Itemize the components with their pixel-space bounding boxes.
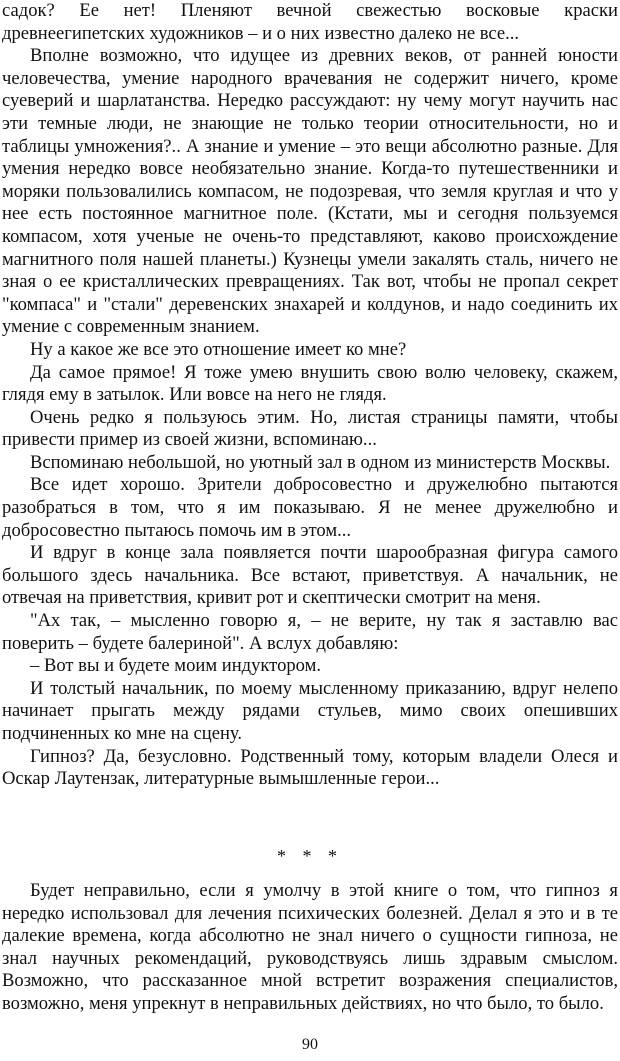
- paragraph: Ну а какое же все это отношение имеет ко мне?: [30, 338, 407, 360]
- paragraph: – Вот вы и будете моим индуктором.: [30, 655, 322, 677]
- paragraph: садок? Ее нет! Пленяют вечной свежестью восковые краски древнеегипетских художников – и о них известно далеко не все...: [2, 0, 618, 44]
- paragraph: "Ах так, – мысленно говорю я, – не верите, ну так я заставлю вас поверить – будете балериной". А вслух добавляю:: [2, 610, 618, 654]
- paragraph: Гипноз? Да, безусловно. Родственный тому, которым владели Олеся и Оскар Лаутензак, литературные вымышленные герои...: [2, 745, 618, 790]
- paragraph: Да самое прямое! Я тоже умею внушить свою волю человеку, скажем, глядя ему в затылок. Или вовсе на него не глядя.: [2, 361, 618, 406]
- paragraph: Вполне возможно, что идущее из древних веков, от ранней юности человечества, умение народного врачевания не содержит ничего, кроме суеверий и шарлатанства. Нередко рассуждают: ну чему могут научить нас эти темные люди, не знающие не только теории относительности, но и таблицы умножения?.. А знание и умение – это вещи абсолютно разные. Для умения нередко вовсе необязательно знание. Когда-то путешественники и моряки пользовалились компасом, не подозревая, что земля круглая и что у нее есть постоянное магнитное поле. (Кстати, мы и сегодня пользуемся компасом, хотя ученые не очень-то представляют, каково происхождение магнитного поля нашей планеты.) Кузнецы умели закалять сталь, ничего не зная о ее кристаллических превращениях. Так вот, чтобы не пропал секрет "компаса" и "стали" деревенских знахарей и колдунов, и надо соединить их умение с современным знанием.: [2, 45, 618, 338]
- main-text-block: [2, 0, 618, 791]
- paragraph: Вспоминаю небольшой, но уютный зал в одном из министерств Москвы.: [30, 451, 611, 473]
- paragraph: И вдруг в конце зала появляется почти шарообразная фигура самого большого здесь начальника. Все встают, приветствуя. А начальник, не отвечая на приветствия, кривит рот и скептически смотрит на меня.: [2, 542, 618, 609]
- section-separator: * * *: [277, 846, 343, 866]
- paragraph: Все идет хорошо. Зрители добросовестно и дружелюбно пытаются разобраться в том, что я им показываю. Я не менее дружелюбно и добросовестно пытаюсь помочь им в этом...: [2, 474, 618, 541]
- page-number: 90: [302, 1036, 318, 1053]
- paragraph: Будет неправильно, если я умолчу в этой книге о том, что гипноз я нередко использовал для лечения психических болезней. Делал я это и в те далекие времена, когда абсолютно не знал ничего о сущности гипноза, не знал научных рекомендаций, руководствуясь лишь здравым смыслом. Возможно, что рассказанное мной встретит возражения специалистов, возможно, меня упрекнут в неправильных действиях, но что было, то было.: [2, 880, 618, 1014]
- second-text-block: [2, 880, 618, 1016]
- paragraph: Очень редко я пользуюсь этим. Но, листая страницы памяти, чтобы привести пример из своей жизни, вспоминаю...: [2, 406, 618, 451]
- paragraph: И толстый начальник, по моему мысленному приказанию, вдруг нелепо начинает прыгать между рядами стульев, мимо своих опешивших подчиненных ко мне на сцену.: [2, 677, 618, 744]
